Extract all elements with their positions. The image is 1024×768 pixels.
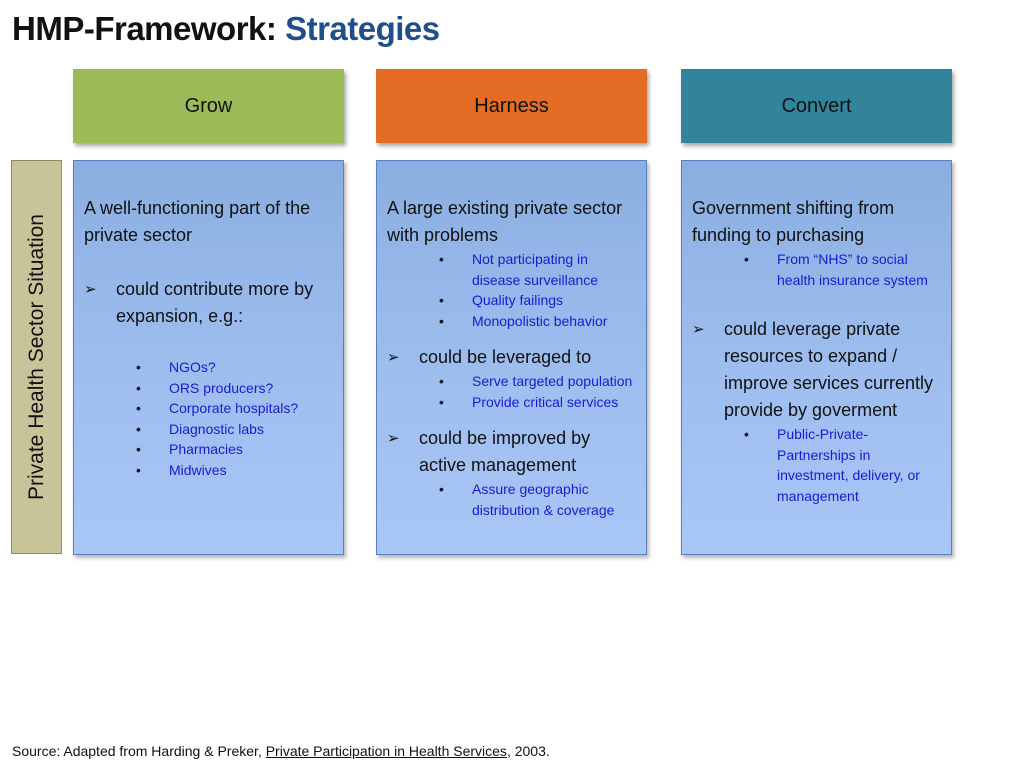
arrow-bullet-icon: ➢ [387,349,400,366]
convert-bullets-0 [692,249,943,290]
list-item: • Midwives [136,460,335,481]
header-convert: Convert [681,69,952,143]
list-item: • Pharmacies [136,439,335,460]
arrow-bullet-icon: ➢ [692,321,705,338]
harness-point-2-text: could be improved by active management [419,428,591,475]
grow-lead: A well-functioning part of the private sector [84,198,311,245]
arrow-bullet-icon: ➢ [84,281,97,298]
harness-bullets-2 [387,479,638,520]
source-footer [12,743,550,759]
arrow-bullet-icon: ➢ [387,430,400,447]
footer-prefix: Source: Adapted from Harding & Preker, [12,743,266,759]
convert-bullets-1 [692,424,943,506]
harness-point-1-text: could be leveraged to [419,347,592,367]
side-label [11,160,62,554]
harness-bullets-1 [387,371,638,412]
harness-point-2 [387,425,638,479]
list-item: • Public-Private-Partnerships in investment, delivery, or management [744,424,943,506]
footer-book-title: Private Participation in Health Services [265,743,507,759]
grow-point-1 [84,276,335,330]
harness-point-1 [387,344,638,371]
footer-suffix: , 2003. [506,743,550,759]
column-harness [376,160,647,555]
page-title [12,10,440,48]
column-grow [73,160,344,555]
list-item: • Monopolistic behavior [439,311,638,332]
list-item: • From “NHS” to social health insurance system [744,249,943,290]
grow-bullets-1 [84,357,335,480]
convert-point-1-text: could leverage private resources to expand / improve services currently provide by goverment [724,319,934,420]
header-harness: Harness [376,69,647,143]
list-item: • NGOs? [136,357,335,378]
title-main: HMP-Framework: [12,10,286,47]
title-accent: Strategies [285,10,440,47]
harness-bullets-0 [387,249,638,331]
header-grow: Grow [73,69,344,143]
list-item: • ORS producers? [136,378,335,399]
side-label-text: Private Health Sector Situation [24,214,48,500]
list-item: • Diagnostic labs [136,419,335,440]
list-item: • Not participating in disease surveillance [439,249,638,290]
column-convert [681,160,952,555]
list-item: • Corporate hospitals? [136,398,335,419]
list-item: • Serve targeted population [439,371,638,392]
list-item: • Assure geographic distribution & coverage [439,479,638,520]
list-item: • Quality failings [439,290,638,311]
convert-point-1 [692,316,943,424]
grow-point-1-text: could contribute more by expansion, e.g.: [116,279,314,326]
list-item: • Provide critical services [439,392,638,413]
harness-lead: A large existing private sector with problems [387,198,623,245]
convert-lead: Government shifting from funding to purchasing [692,198,895,245]
